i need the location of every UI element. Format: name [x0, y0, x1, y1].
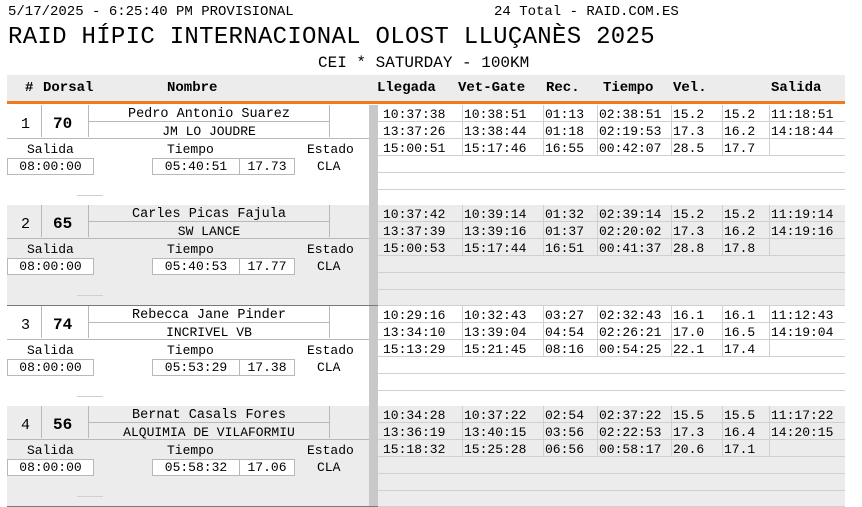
phase-vet-gate: 15:17:44 — [464, 241, 527, 256]
divider — [597, 105, 598, 156]
divider — [597, 205, 598, 256]
rank: 2 — [21, 216, 31, 233]
divider — [329, 406, 330, 438]
rider-name: Bernat Casals Fores — [132, 408, 286, 423]
divider — [462, 205, 463, 256]
start-time: 08:00:00 — [7, 459, 94, 476]
phase-llegada: 10:37:38 — [383, 107, 446, 122]
horse-name: INCRIVEL VB — [166, 325, 252, 340]
phase-tiempo: 02:39:14 — [599, 207, 662, 222]
divider — [462, 306, 463, 357]
total-time: 05:53:29 — [152, 359, 240, 376]
divider — [329, 205, 330, 237]
col-dorsal: Dorsal — [43, 80, 94, 96]
divider — [77, 295, 103, 296]
total-count: 24 Total - RAID.COM.ES — [494, 4, 679, 20]
divider — [378, 373, 845, 374]
bib-number: 70 — [53, 115, 73, 133]
rank: 1 — [21, 116, 31, 133]
phase-vel: 17.3 — [673, 124, 705, 139]
phase-llegada: 10:34:28 — [383, 408, 446, 423]
divider — [671, 306, 672, 357]
salida-label: Salida — [27, 443, 74, 458]
divider — [769, 205, 770, 256]
phase-tiempo: 00:41:37 — [599, 241, 662, 256]
phase-vet-gate: 15:25:28 — [464, 442, 527, 457]
divider — [77, 396, 103, 397]
phase-tiempo: 00:42:07 — [599, 141, 662, 156]
rider-name: Pedro Antonio Suarez — [127, 107, 291, 122]
divider — [378, 390, 845, 391]
phase-vel-avg: 16.2 — [724, 224, 756, 239]
phase-tiempo: 02:26:21 — [599, 325, 662, 340]
phase-salida: 14:18:44 — [771, 124, 834, 139]
phase-salida: 11:18:51 — [771, 107, 834, 122]
report-datetime: 5/17/2025 - 6:25:40 PM PROVISIONAL — [8, 4, 294, 20]
col-nombre: Nombre — [167, 80, 218, 96]
phase-llegada: 13:37:39 — [383, 224, 446, 239]
divider — [378, 490, 845, 491]
phase-llegada: 13:37:26 — [383, 124, 446, 139]
status: CLA — [317, 259, 341, 274]
estado-label: Estado — [307, 343, 354, 358]
phase-vel: 17.3 — [673, 425, 705, 440]
phase-vet-gate: 13:39:16 — [464, 224, 527, 239]
phase-tiempo: 02:38:51 — [599, 107, 662, 122]
divider — [543, 105, 544, 156]
divider — [41, 406, 42, 438]
phase-llegada: 13:34:10 — [383, 325, 446, 340]
col-vetgate: Vet-Gate — [458, 80, 526, 96]
phase-vel: 15.5 — [673, 408, 705, 423]
phase-vet-gate: 13:40:15 — [464, 425, 527, 440]
phase-rec: 04:54 — [545, 325, 585, 340]
phase-tiempo: 02:20:02 — [599, 224, 662, 239]
phase-llegada: 15:18:32 — [383, 442, 446, 457]
divider — [722, 306, 723, 357]
phase-vet-gate: 13:39:04 — [464, 325, 527, 340]
col-salida: Salida — [771, 80, 822, 96]
average-speed: 17.77 — [239, 258, 295, 275]
phase-rec: 01:32 — [545, 207, 585, 222]
phase-llegada: 13:36:19 — [383, 425, 446, 440]
phase-tiempo: 00:58:17 — [599, 442, 662, 457]
phase-vet-gate: 13:38:44 — [464, 124, 527, 139]
start-time: 08:00:00 — [7, 258, 94, 275]
divider — [462, 105, 463, 156]
average-speed: 17.06 — [239, 459, 295, 476]
phase-vel-avg: 17.8 — [724, 241, 756, 256]
phase-llegada: 15:13:29 — [383, 342, 446, 357]
phase-vel-avg: 16.5 — [724, 325, 756, 340]
phase-vet-gate: 10:32:43 — [464, 308, 527, 323]
estado-label: Estado — [307, 142, 354, 157]
start-time: 08:00:00 — [7, 359, 94, 376]
phase-vel: 15.2 — [673, 107, 705, 122]
phase-rec: 16:51 — [545, 241, 585, 256]
divider — [769, 406, 770, 457]
section-separator — [369, 306, 378, 406]
phase-vel: 15.2 — [673, 207, 705, 222]
phase-tiempo: 02:32:43 — [599, 308, 662, 323]
phase-rec: 02:54 — [545, 408, 585, 423]
bib-number: 74 — [53, 316, 73, 334]
total-time: 05:40:51 — [152, 158, 240, 175]
col-llegada: Llegada — [377, 80, 436, 96]
phase-vel-avg: 15.2 — [724, 107, 756, 122]
divider — [378, 289, 845, 290]
phase-salida: 11:12:43 — [771, 308, 834, 323]
divider — [77, 496, 103, 497]
divider — [769, 306, 770, 357]
divider — [378, 473, 845, 474]
divider — [543, 406, 544, 457]
divider — [671, 406, 672, 457]
bib-number: 65 — [53, 215, 73, 233]
tiempo-label: Tiempo — [167, 343, 214, 358]
phase-vel-avg: 15.2 — [724, 207, 756, 222]
phase-vel: 20.6 — [673, 442, 705, 457]
phase-llegada: 10:37:42 — [383, 207, 446, 222]
phase-salida: 14:19:16 — [771, 224, 834, 239]
horse-name: ALQUIMIA DE VILAFORMIU — [123, 425, 295, 440]
phase-llegada: 10:29:16 — [383, 308, 446, 323]
divider — [329, 306, 330, 338]
divider — [597, 306, 598, 357]
col-vel: Vel. — [673, 80, 707, 96]
divider — [671, 105, 672, 156]
status: CLA — [317, 159, 341, 174]
horse-name: JM LO JOUDRE — [162, 124, 256, 139]
rider-name: Carles Picas Fajula — [132, 207, 286, 222]
start-time: 08:00:00 — [7, 158, 94, 175]
divider — [378, 272, 845, 273]
phase-vel-avg: 17.1 — [724, 442, 756, 457]
divider — [329, 105, 330, 137]
phase-rec: 06:56 — [545, 442, 585, 457]
phase-vel: 22.1 — [673, 342, 705, 357]
average-speed: 17.73 — [239, 158, 295, 175]
divider — [722, 105, 723, 156]
phase-vet-gate: 10:37:22 — [464, 408, 527, 423]
divider — [41, 306, 42, 338]
average-speed: 17.38 — [239, 359, 295, 376]
tiempo-label: Tiempo — [167, 443, 214, 458]
salida-label: Salida — [27, 242, 74, 257]
phase-vel-avg: 17.4 — [724, 342, 756, 357]
table-header — [7, 75, 845, 101]
divider — [597, 406, 598, 457]
divider — [671, 205, 672, 256]
phase-vel: 17.3 — [673, 224, 705, 239]
salida-label: Salida — [27, 142, 74, 157]
rider-block — [7, 205, 845, 306]
phase-vet-gate: 10:38:51 — [464, 107, 527, 122]
horse-name: SW LANCE — [177, 224, 241, 239]
phase-tiempo: 02:37:22 — [599, 408, 662, 423]
estado-label: Estado — [307, 443, 354, 458]
phase-vel-avg: 16.2 — [724, 124, 756, 139]
estado-label: Estado — [307, 242, 354, 257]
col-tiempo: Tiempo — [603, 80, 654, 96]
phase-vel: 16.1 — [673, 308, 705, 323]
phase-vel: 28.5 — [673, 141, 705, 156]
divider — [722, 406, 723, 457]
tiempo-label: Tiempo — [167, 142, 214, 157]
divider — [41, 105, 42, 137]
phase-vet-gate: 15:21:45 — [464, 342, 527, 357]
phase-vel-avg: 17.7 — [724, 141, 756, 156]
phase-tiempo: 02:19:53 — [599, 124, 662, 139]
col-pos: # — [25, 80, 34, 96]
phase-vel: 17.0 — [673, 325, 705, 340]
phase-rec: 03:27 — [545, 308, 585, 323]
total-time: 05:58:32 — [152, 459, 240, 476]
bib-number: 56 — [53, 416, 73, 434]
phase-salida: 11:17:22 — [771, 408, 834, 423]
phase-vel-avg: 15.5 — [724, 408, 756, 423]
rider-name: Rebecca Jane Pinder — [132, 308, 286, 323]
page-title: RAID HÍPIC INTERNACIONAL OLOST LLUÇANÈS 2025 — [8, 24, 655, 51]
divider — [77, 195, 103, 196]
divider — [41, 205, 42, 237]
divider — [462, 406, 463, 457]
phase-llegada: 15:00:53 — [383, 241, 446, 256]
section-separator — [369, 406, 378, 506]
section-separator — [369, 205, 378, 305]
phase-salida: 14:20:15 — [771, 425, 834, 440]
phase-rec: 01:13 — [545, 107, 585, 122]
phase-vet-gate: 10:39:14 — [464, 207, 527, 222]
col-rec: Rec. — [546, 80, 580, 96]
divider — [378, 189, 845, 190]
phase-salida: 14:19:04 — [771, 325, 834, 340]
divider — [378, 172, 845, 173]
total-time: 05:40:53 — [152, 258, 240, 275]
phase-tiempo: 00:54:25 — [599, 342, 662, 357]
header-divider — [7, 101, 845, 104]
phase-rec: 01:37 — [545, 224, 585, 239]
tiempo-label: Tiempo — [167, 242, 214, 257]
status: CLA — [317, 360, 341, 375]
rank: 4 — [21, 417, 31, 434]
rider-block — [7, 406, 845, 507]
rank: 3 — [21, 317, 31, 334]
phase-salida: 11:19:14 — [771, 207, 834, 222]
salida-label: Salida — [27, 343, 74, 358]
rider-block — [7, 306, 845, 407]
phase-rec: 16:55 — [545, 141, 585, 156]
phase-rec: 01:18 — [545, 124, 585, 139]
phase-vet-gate: 15:17:46 — [464, 141, 527, 156]
phase-tiempo: 02:22:53 — [599, 425, 662, 440]
section-separator — [369, 105, 378, 205]
page-subtitle: CEI * SATURDAY - 100KM — [318, 54, 530, 72]
phase-vel-avg: 16.1 — [724, 308, 756, 323]
divider — [543, 306, 544, 357]
divider — [722, 205, 723, 256]
phase-llegada: 15:00:51 — [383, 141, 446, 156]
rider-block — [7, 105, 845, 206]
status: CLA — [317, 460, 341, 475]
phase-rec: 08:16 — [545, 342, 585, 357]
phase-vel-avg: 16.4 — [724, 425, 756, 440]
phase-rec: 03:56 — [545, 425, 585, 440]
divider — [769, 105, 770, 156]
divider — [543, 205, 544, 256]
phase-vel: 28.8 — [673, 241, 705, 256]
